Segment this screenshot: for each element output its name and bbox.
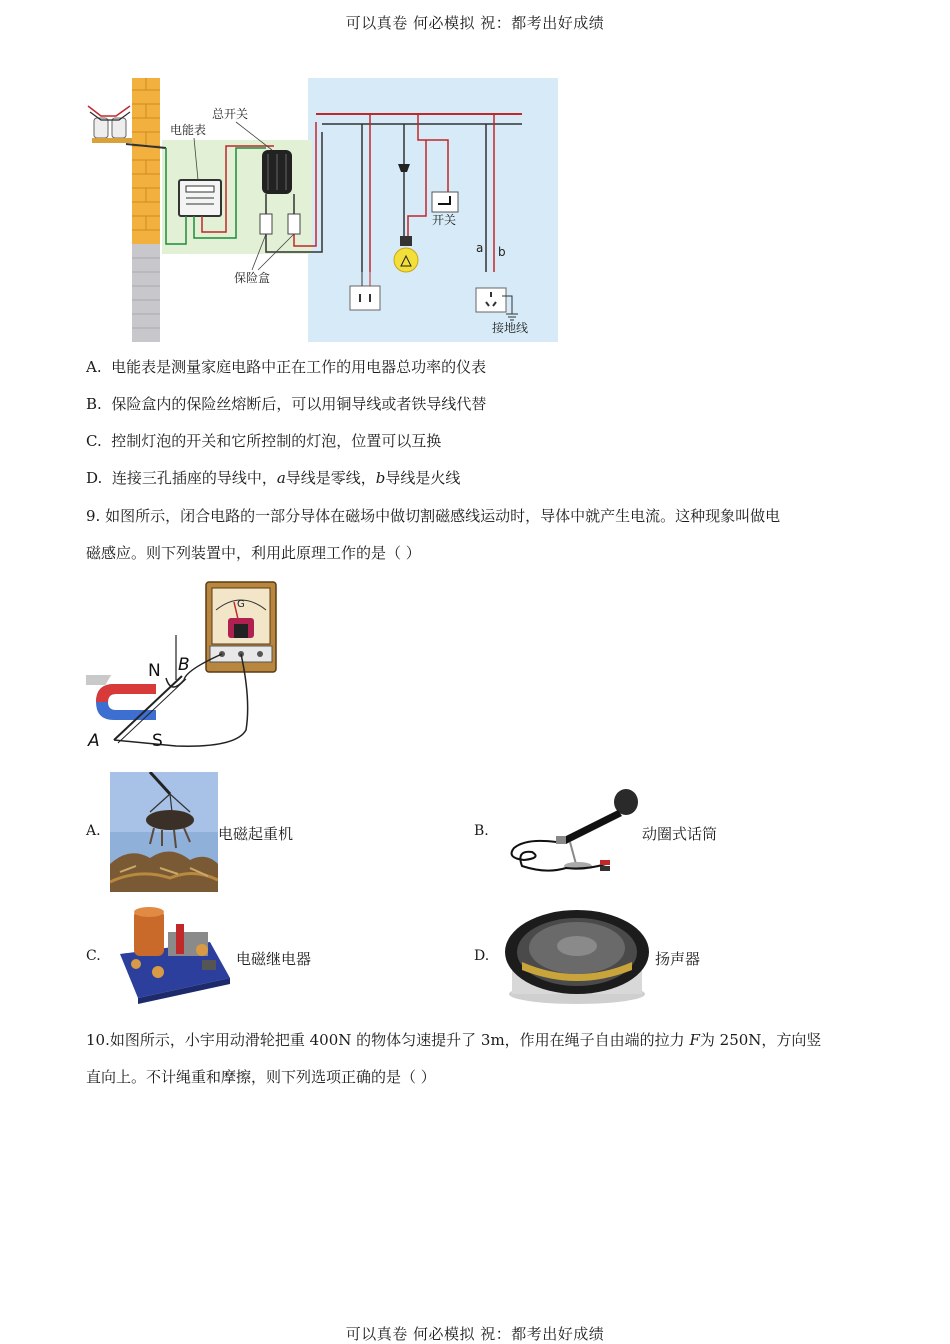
option-text: 电能表是测量家庭电路中正在工作的用电器总功率的仪表: [111, 358, 487, 376]
option-key: C.: [86, 432, 102, 450]
insulator-left: [94, 118, 108, 138]
var-a: a: [276, 469, 286, 487]
concrete-wall: [132, 244, 160, 342]
option-text: 控制灯泡的开关和它所控制的灯泡，位置可以互换: [111, 432, 442, 450]
option-text-pre: 连接三孔插座的导线中，: [111, 469, 277, 487]
q9-option-a-key: A.: [86, 823, 101, 839]
household-circuit-figure: [86, 76, 561, 344]
microphone-image: [506, 786, 640, 878]
loudspeaker-image: [502, 906, 652, 1006]
light-bulb: [394, 248, 418, 272]
wall-switch: [432, 192, 458, 212]
option-key: A.: [86, 358, 102, 376]
q10-text-pre: 10.如图所示，小宇用动滑轮把重 400N 的物体匀速提升了 3m，作用在绳子自由端的拉力: [86, 1031, 690, 1049]
option-key: B.: [86, 395, 102, 413]
q10-stem-line1: [86, 1029, 821, 1050]
page-footer: 可以真卷 何必模拟 祝：都考出好成绩: [345, 1325, 605, 1343]
label-g: G: [237, 599, 245, 610]
crane-image: [110, 772, 218, 892]
label-main-switch: 总开关: [212, 107, 249, 121]
label-meter: 电能表: [170, 123, 207, 137]
label-wire-a: a: [476, 241, 484, 255]
q8-option-d: [86, 467, 460, 488]
option-text-mid: 导线是零线，: [285, 469, 376, 487]
q10-text-post: 为 250N，方向竖: [699, 1031, 822, 1049]
two-hole-socket: [350, 286, 380, 310]
q9-option-a-text: 电磁起重机: [218, 825, 294, 843]
label-a: A: [88, 731, 100, 751]
label-b: B: [178, 655, 190, 675]
q9-option-b-text: 动圈式话筒: [642, 825, 718, 843]
option-text: 保险盒内的保险丝熔断后，可以用铜导线或者铁导线代替: [111, 395, 487, 413]
label-ground: 接地线: [492, 321, 529, 335]
insulator-right: [112, 118, 126, 138]
q9-option-c-text: 电磁继电器: [236, 950, 312, 968]
q9-option-d-text: 扬声器: [655, 950, 701, 968]
label-fuse-box: 保险盒: [234, 271, 271, 285]
q9-option-d-key: D.: [474, 948, 490, 964]
induction-figure: [86, 580, 281, 752]
q8-option-a: [86, 356, 486, 377]
label-s: S: [152, 731, 163, 751]
q10-stem-line2: 直向上。不计绳重和摩擦，则下列选项正确的是（ ）: [86, 1068, 436, 1086]
var-b: b: [375, 469, 386, 487]
fuse-box-1: [260, 214, 272, 234]
q9-option-c-key: C.: [86, 948, 101, 964]
relay-image: [114, 902, 234, 1004]
label-wire-b: b: [498, 245, 506, 259]
q8-option-b: [86, 393, 486, 414]
fuse-box-2: [288, 214, 300, 234]
page-header: 可以真卷 何必模拟 祝：都考出好成绩: [345, 14, 605, 32]
option-text-post: 导线是火线: [385, 469, 461, 487]
label-switch: 开关: [432, 213, 457, 227]
label-n: N: [148, 661, 161, 681]
q9-option-b-key: B.: [474, 823, 489, 839]
three-hole-socket: [476, 288, 506, 312]
q8-option-c: [86, 430, 441, 451]
q9-stem-line2: 磁感应。则下列装置中，利用此原理工作的是（ ）: [86, 544, 421, 562]
option-key: D.: [86, 469, 103, 487]
var-f: F: [689, 1031, 700, 1049]
q9-stem-line1: 9. 如图所示，闭合电路的一部分导体在磁场中做切割磁感线运动时，导体中就产生电流。这种现象叫做电: [86, 507, 781, 525]
